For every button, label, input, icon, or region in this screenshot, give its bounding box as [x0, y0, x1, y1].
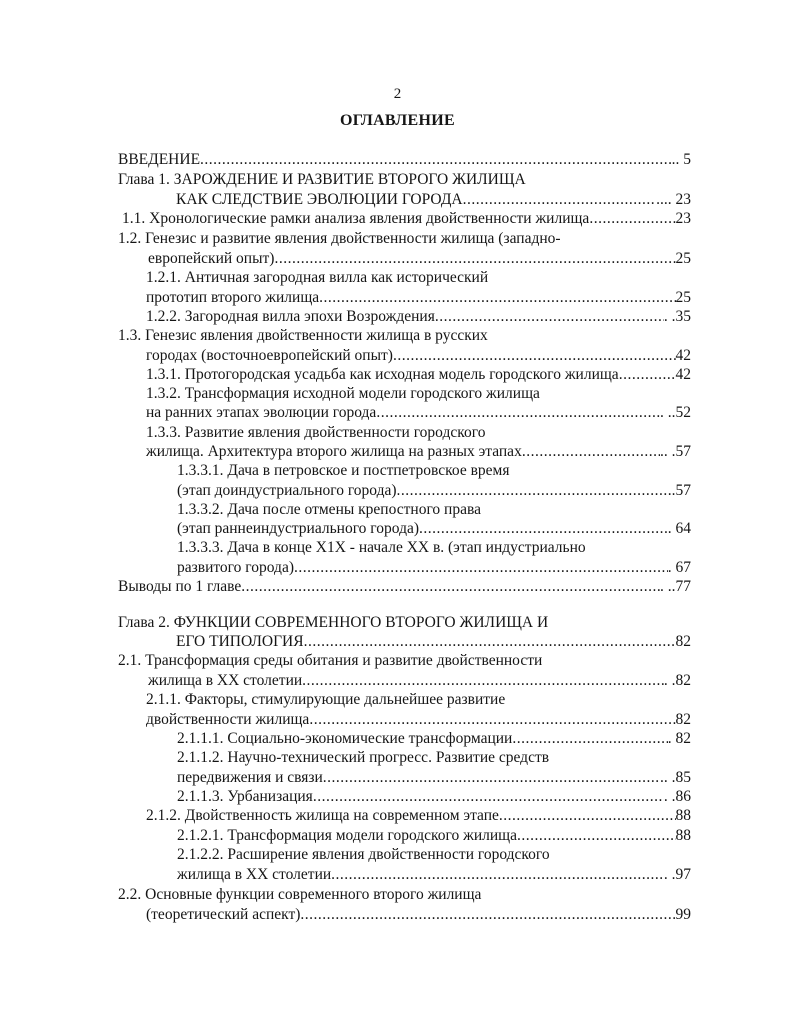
toc-entry — [177, 748, 549, 768]
toc-entry-page: 25 — [675, 250, 691, 267]
dot-leader — [393, 346, 676, 366]
toc-entry — [148, 249, 691, 269]
toc-entry-text: 1.3.1. Протогородская усадьба как исходная модель городского жилища — [146, 366, 619, 383]
dot-leader — [517, 826, 676, 846]
toc-entry-text: ЕГО ТИПОЛОГИЯ — [176, 633, 304, 650]
toc-entry-text: 1.3.3.3. Дача в конце X1X - начале XX в. (этап индустриально — [177, 539, 586, 556]
toc-entry — [118, 326, 488, 346]
toc-entry — [146, 268, 488, 288]
dot-leader — [319, 288, 675, 308]
toc-entry — [177, 558, 691, 578]
toc-entry — [146, 365, 691, 385]
toc-entry-page: .. .57 — [660, 443, 691, 460]
toc-entry-text: 1.3.3.1. Дача в петровское и постпетровское время — [177, 462, 510, 479]
dot-leader — [435, 307, 664, 327]
dot-leader — [313, 787, 664, 807]
toc-entry-text: жилища. Архитектура второго жилища на разных этапах — [146, 443, 522, 460]
toc-entry-text: 1.3.2. Трансформация исходной модели городского жилища — [146, 385, 540, 402]
toc-entry-text: жилища в XX столетии — [177, 866, 332, 883]
toc-entry-text: 2.1.2.1. Трансформация модели городского жилища — [177, 827, 517, 844]
toc-entry-text: Глава 1. ЗАРОЖДЕНИЕ И РАЗВИТИЕ ВТОРОГО ЖИЛИЩА — [118, 171, 526, 188]
toc-entry — [118, 613, 548, 633]
toc-entry-text: 2.1.1.3. Урбанизация — [177, 788, 313, 805]
dot-leader — [589, 209, 675, 229]
toc-entry-text: 2.1. Трансформация среды обитания и развитие двойственности — [118, 652, 543, 669]
toc-entry-page: .57 — [671, 482, 691, 499]
toc-entry — [146, 384, 540, 404]
toc-entry-page: .... 23 — [656, 191, 691, 208]
toc-entry-page: 82 — [675, 711, 691, 728]
toc-entry — [146, 423, 485, 443]
dot-leader — [304, 632, 676, 652]
toc-entry-page: . ..77 — [660, 578, 691, 595]
toc-entry-text: Выводы по 1 главе — [118, 578, 242, 595]
dot-leader — [512, 729, 667, 749]
toc-entry-text: 2.1.1.2. Научно-технический прогресс. Развитие средств — [177, 749, 550, 766]
toc-entry-text: передвижения и связи — [177, 769, 323, 786]
dot-leader — [309, 710, 675, 730]
toc-entry — [146, 442, 691, 462]
toc-entry — [118, 651, 542, 671]
toc-entry-text: на ранних этапах эволюции города — [146, 404, 377, 421]
toc-entry-text: городах (восточноевропейский опыт) — [146, 347, 393, 364]
toc-entry-text: 1.3.3. Развитие явления двойственности городского — [146, 424, 486, 441]
toc-entry-text: 2.2. Основные функции современного второго жилища — [118, 886, 482, 903]
toc-entry-text: Глава 2. ФУНКЦИИ СОВРЕМЕННОГО ВТОРОГО ЖИЛИЩА И — [118, 614, 549, 631]
toc-entry-text: 1.1. Хронологические рамки анализа явления двойственности жилища — [122, 210, 590, 227]
toc-entry — [176, 632, 691, 652]
toc-entry-text: 1.2. Генезис и развитие явления двойственности жилища (западно- — [118, 230, 561, 247]
page-number: 2 — [393, 86, 402, 102]
toc-entry — [177, 500, 481, 520]
dot-leader — [200, 150, 672, 170]
toc-entry — [177, 865, 691, 885]
toc-entry — [118, 885, 481, 905]
dot-leader — [499, 806, 676, 826]
toc-entry — [146, 403, 691, 423]
toc-entry — [146, 346, 691, 366]
toc-entry-text: (теоретический аспект) — [146, 906, 301, 923]
dot-leader — [463, 190, 657, 210]
toc-entry — [177, 845, 550, 865]
toc-entry-page: . .35 — [663, 308, 691, 325]
toc-entry-page: . ..52 — [660, 404, 691, 421]
dot-leader — [397, 481, 672, 501]
toc-entry-text: 2.1.1.1. Социально-экономические трансформации — [177, 730, 513, 747]
toc-entry — [177, 538, 586, 558]
toc-entry-text: (этап раннеиндустриального города) — [177, 520, 419, 537]
toc-entry-text: 1.2.2. Загородная вилла эпохи Возрождения — [146, 308, 435, 325]
toc-entry-page: . 82 — [667, 730, 691, 747]
dot-leader — [619, 365, 676, 385]
toc-entry-text: ВВЕДЕНИЕ — [118, 151, 201, 168]
toc-entry-page: . 64 — [667, 520, 691, 537]
toc-entry-page: . 67 — [667, 559, 691, 576]
toc-entry-text: 1.2.1. Античная загородная вилла как исторический — [146, 269, 489, 286]
toc-entry — [118, 150, 691, 170]
toc-entry — [118, 229, 561, 249]
toc-entry-page: .. .85 — [660, 769, 691, 786]
dot-leader — [323, 768, 660, 788]
toc-entry — [177, 461, 509, 481]
dot-leader — [302, 671, 664, 691]
toc-entry — [177, 768, 691, 788]
toc-entry — [118, 170, 526, 190]
toc-entry-text: 2.1.1. Факторы, стимулирующие дальнейшее развитие — [146, 691, 506, 708]
toc-entry — [177, 481, 691, 501]
toc-entry-text: 2.1.2. Двойственность жилища на современном этапе — [146, 807, 499, 824]
dot-leader — [522, 442, 660, 462]
toc-entry-text: жилища в XX столетии — [148, 672, 303, 689]
toc-entry — [146, 288, 691, 308]
toc-entry-page: 25 — [675, 289, 691, 306]
toc-entry — [146, 690, 505, 710]
toc-entry-text: прототип второго жилища — [146, 289, 320, 306]
toc-entry-text: двойственности жилища — [146, 711, 310, 728]
page-title: ОГЛАВЛЕНИЕ — [340, 112, 455, 129]
toc-entry-text: развитого города) — [177, 559, 294, 576]
toc-entry-page: 23 — [675, 210, 691, 227]
toc-entry — [148, 671, 691, 691]
toc-entry — [146, 905, 691, 925]
toc-entry-text: 1.3. Генезис явления двойственности жилища в русских — [118, 327, 488, 344]
dot-leader — [300, 905, 675, 925]
toc-entry-page: 88 — [675, 827, 691, 844]
toc-entry-page: .. 5 — [671, 151, 691, 168]
toc-entry-page: . .86 — [663, 788, 691, 805]
toc-entry — [146, 806, 691, 826]
toc-entry-text: 2.1.2.2. Расширение явления двойственности городского — [177, 846, 550, 863]
toc-entry — [177, 787, 691, 807]
toc-entry — [176, 190, 691, 210]
toc-entry — [122, 209, 691, 229]
toc-entry — [177, 519, 691, 539]
toc-entry-page: . .97 — [663, 866, 691, 883]
toc-entry — [118, 577, 691, 597]
toc-entry — [177, 729, 691, 749]
toc-entry-text: (этап доиндустриального города) — [177, 482, 397, 499]
toc-entry-page: 99 — [675, 906, 691, 923]
toc-entry — [146, 710, 691, 730]
toc-entry-page: 42 — [675, 347, 691, 364]
dot-leader — [241, 577, 660, 597]
toc-entry-text: КАК СЛЕДСТВИЕ ЭВОЛЮЦИИ ГОРОДА — [176, 191, 463, 208]
toc-entry-page: 88 — [675, 807, 691, 824]
dot-leader — [331, 865, 664, 885]
toc-entry — [177, 826, 691, 846]
dot-leader — [274, 249, 675, 269]
toc-entry-page: 82 — [675, 633, 691, 650]
dot-leader — [294, 558, 668, 578]
toc-entry — [146, 307, 691, 327]
toc-entry-page: . .82 — [663, 672, 691, 689]
toc-entry-page: 42 — [675, 366, 691, 383]
toc-entry-text: европейский опыт) — [148, 250, 275, 267]
dot-leader — [376, 403, 660, 423]
dot-leader — [419, 519, 668, 539]
toc-entry-text: 1.3.3.2. Дача после отмены крепостного права — [177, 501, 481, 518]
